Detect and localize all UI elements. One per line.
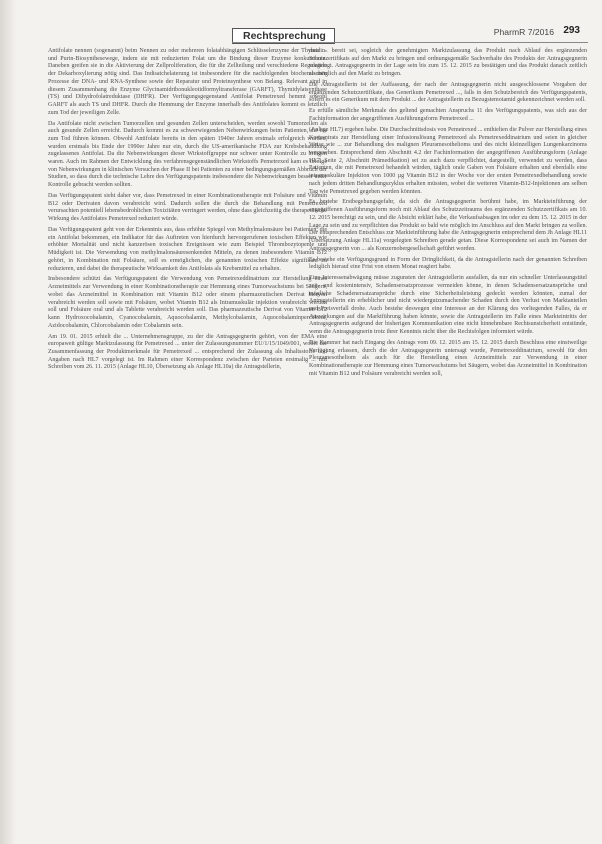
header-rule [232,42,588,43]
paragraph: Da Antifolate nicht zwischen Tumorzellen und gesunden Zellen unterscheiden, werden sowohl Tumorzellen als auch gesunde Zellen erreicht. Dadurch kommt es zu schwerwiegenden Nebenwirkungen beim Patienten, die bis zum Tod führen können. Obwohl Antifolate bereits in den späten 1940er Jahren erstmals erfolgreich wurden, wurden erstmals bis Ende der 1990er Jahre nur ein, durch die US-amerikanische FDA zur Krebsbehandlung zugelassenes Antifolat. Da die Nebenwirkungen dieser Wirkstoffgruppe nur schwer unter Kontrolle zu bringen waren. Auch im Rahmen der Entwicklung des verfahrensgegenständlichen Wirkstoffs Pemetrexed kam es infolge von Nebenwirkungen in klinischen Versuchen der Phase II bei Patienten zu einer bedingungsgemäßen Abbruch der Studien, so dass durch die technische Lehre des Verfügungspatents insbesondere die Nebenwirkungen besser unter Kontrolle gebracht werden sollten. [48,120,327,189]
paragraph: Eine Interessenabwägung müsse zugunsten der Antragstellerin ausfallen, da nur ein schneller Unterlassungstitel zeit- und kostenintensiv, Schadensersatzprozesse vermeiden könne, in denen Schadensersatzansprüche und mögliche Schadenersatzansprüche durch eine Sicherheitsleistung gedeckt werden könnten, zumal der Antragstellerin ein erheblicher und nicht wiedergutzumachender Schaden durch den Verlust von Marktanteilen und Preisverfall drohe. Auch bestehe deswegen eine Interesse an der Klärung des vorliegenden Falles, da er Auswirkungen auf die Marktführung haben könnte, sowie die Antragstellerin im Falle eines Markteintritts der Antragsgegnerin aufgrund der bisherigen Kommunikation eine nicht hinnehmbare Rechtsunsicherheit entstünde, wenn die Antragsgegnerin trotz ihrer Kenntnis nicht über die Rechtsfolgen informiert würde. [309,275,587,336]
binding-shadow [0,0,16,844]
paragraph: Es bestehe ein Verfügungsgrund in Form der Dringlichkeit, da die Antragstellerin nach der genannten Schreiben lediglich hierauf eine Frist von einem Monat reagiert habe. [309,256,587,271]
left-column [48,48,327,375]
paragraph: Antifolate nennen (sogenannt) beim Nennen zu oder mehreren folatabhängigen Schlüsselenzyme der Thymidin- und Purin-Biosynthesewege, indem sie mit reduzierten Folat um die Bindung dieser Enzyme konkurrieren. Daneben greifen sie in die Aktivierung der Zellproliferation, die für die Zellteilung und verschiedene Regulation der Dekarboxylierung nötig sind. Das Indisatchelaterung ist insbesondere für die nachfolgenden biochemischen Prozesse der DNA- und RNA-Synthese sowie der Reparatur und Proteinsynthese von Belang. Relevant sind in diesem Zusammenhang die Enzyme Glycinamidribonukleotidformyltransferase (GARFT), Thymidylatsynthase (TS) und Dihydrofolatreduktase (DHFR). Der Verfügungsgegenstand Antifolat Pemetrexed hemmt sowohl GARFT als auch TS und DHFR. Durch die Hemmung der Enzyme innerhalb des Antifolates kommt es letztlich zum Tod der jeweiligen Zelle. [48,48,327,116]
journal-citation: PharmR 7/2016 [493,27,554,37]
paragraph: Insbesondere schützt das Verfügungspatent die Verwendung von Pemetrexeddinatrium zur Herstellung eines Arzneimittels zur Verwendung in einer Kombinationstherapie zur Hemmung eines Tumorwachstums bei Säugern, wobei das Arzneimittel in Kombination mit Vitamin B12 oder einem pharmazeutischen Derivat hiervon verabreicht werden soll sowie mit Folsäure, wobei Vitamin B12 als Intramuskulär injektion verabreicht werden soll und Folsäure oral und als Tablette verabreicht werden soll. Das pharmazeutische Derivat von Vitamin B12 kann Hydroxocobalamin, Cyanocobalamin, Aquocobalamin, Methylcobalamin, Aquocobalaminperchlorat, Azidocobalamin, Chlorcobalamin oder Cobalamin sein. [48,276,327,329]
paragraph: Es bestehe Erstbegehungsgefahr, da sich die Antragsgegnerin berühmt habe, im Markteinführung der angegriffenen Ausführungsform noch mit Ablauf des Schutzzeitraums des ergänzenden Schutzzertifikats am 10. 12. 2015 berechtigt zu sein, und die Absicht erklärt habe, die Verkaufsabsagen im oder zu dem 15. 12. 2015 in der Lage zu sein und zu verpflichten das Produkt so bald wie möglich im Anschluss auf den Markt bringen zu wollen. Der entsprechenden Entschluss zur Markteinführung habe die Antragsgegnerin entsprechend dem Jh Anlage HL11 (Übersetzung Anlage HL11a) vorgelegten Schreiben gerade getan. Diese Korrespondenz sei auch im Namen der Antragsgegnerin von ... als Konzernobergesellschaft geführt worden. [309,199,587,252]
paragraph: Das Verfügungspatent sieht daher vor, dass Pemetrexed in einer Kombinationstherapie mit Folsäure und Vitamin B12 oder Derivaten davon verabreicht wird. Dadurch sollen die durch die Behandlung mit Pemetrexed verursachten potentiell lebensbedrohlichen Toxizitäten verringert werden, ohne dass gleichzeitig die therapeutische Wirkung des Antifolates Pemetrexed reduziert würde. [48,193,327,223]
paragraph: Die Antragstellerin ist der Auffassung, der nach der Antragsgegnerin nicht ausgeschlossene Vorgaben der ergänzenden Schutzzertifikate, das Generikum Pemetrexed ..., falls in den Schutzbereich des Verfügungspatents, sofern es ein Generikum mit dem Produkt ... der Antragstellerin zu Bezugstemotamid gekennzeichnet werden soll. [309,82,587,104]
paragraph: (Anlage HL7) ergeben habe. Die Durchschnittsdosis von Pemetrexed ... enthielten die Pulver zur Herstellung eines Konzentrats zur Herstellung einer Infusionslösung Pemetrexed als Pemetrexeddinatrium und seien in gleicher Weise wie ... zur Behandlung des malignen Pleuramesothelioms und des nicht kleinzelligen Lungenkarzinoms vorgesehen. Entsprechend dem Abschnitt 4.2 der Fachinformation der angegriffenen Ausführungsform (Anlage HL7, Seite 2, Abschnitt Prämedikation) sei zu auch dazu verpflichtet, dargestellt, verwendet zu werden, dass Patienten, die mit Pemetrexed behandelt würden, täglich orale Gaben von Folsäure erhalten und ebenfalls eine intramuskuläre Injektion von 1000 µg Vitamin B12 in der Woche vor der ersten Pemetrexedbehandlung sowie nach jedem dritten Behandlungszyklus erhalten müssten, wobei die weiteren Vitamin-B12-Injektionen am selben Tag wie Pemetrexed gegeben werden könnten. [309,126,587,195]
page-number: 293 [563,25,580,36]
paragraph: dass ... bereit sei, sogleich der genehmigten Marktzulassung das Produkt nach Ablauf des ergänzenden Schutzzertifikats auf den Markt zu bringen und ordnungsgemäße Sachverhalte des Produkts der Antragsgegnerin vorgelegt. Antragsgegnerin in der Lage sein bis zum 15. 12. 2015 zu bestätigen und das Produkt danach zeitlich als möglich auf den Markt zu bringen. [309,48,587,78]
paragraph: Es erfülle sämtliche Merkmale des geltend gemachten Anspruchs 11 des Verfügungspatents, was sich aus der Fachinformation der angegriffenen Ausführungsform Pemetrexed ... [309,108,587,122]
paragraph: Am 19. 01. 2015 erhielt die ... Unternehmensgruppe, zu der die Antragsgegnerin gehört, von der EMA eine europaweit gültige Marktzulassung für Pemetrexed ... unter der Zulassungsnummer EU/1/15/1049/001, wobei die Zusammenfassung der Produktmerkmale für Pemetrexed ... entsprechend der Zulassung als Inhaltsstoffe und Angaben nach HL7 vorgelegt ist. Im Rahmen einer Korrespondenz zwischen der Parteien erstmalig ... mit Schreiben vom 26. 11. 2015 (Anlage HL10, Übersetzung als Anlage HL10a) die Antragstellerin, [48,333,327,371]
right-column [309,48,587,382]
paragraph: Die Kammer hat nach Eingang des Antrags vom 09. 12. 2015 am 15. 12. 2015 durch Beschluss eine einstweilige Verfügung erlassen, durch die der Antragsgegnerin untersagt wurde, Pemetrexeddinatrium, sowohl für den Pleuramesotheliom als auch für die Herstellung eines Arzneimittels zur Verwendung in einer Kombinationstherapie zur Hemmung eines Tumorwachstums bei Säugern, wobei das Arzneimittel in Kombination mit Vitamin B12 und Folsäure verabreicht werden soll, [309,339,587,377]
section-label: Rechtsprechung [232,28,335,44]
paragraph: Das Verfügungspatent geht von der Erkenntnis aus, dass erhöhte Spiegel von Methylmalonsäure bei Patienten, die ein Antifolat bekommen, ein Indikator für das Auftreten von hierdurch hervorgerufenen toxischen Effekten wie erhöhter Mortalität und nicht kanzerösen toxischen Ereignissen wie zum Beispiel Thrombozytopenie und Müdigkeit ist. Die Verwendung von methylmalonsäuresenkenden Mitteln, zu denen insbesondere Vitamin B12 gehört, in Kombination mit Folsäure, soll es ermöglichen, die genannten toxischen Effekte signifikant zu reduzieren, und dabei die therapeutische Wirksamkeit des Antifolats als Krebsmittel zu erhalten. [48,227,327,272]
